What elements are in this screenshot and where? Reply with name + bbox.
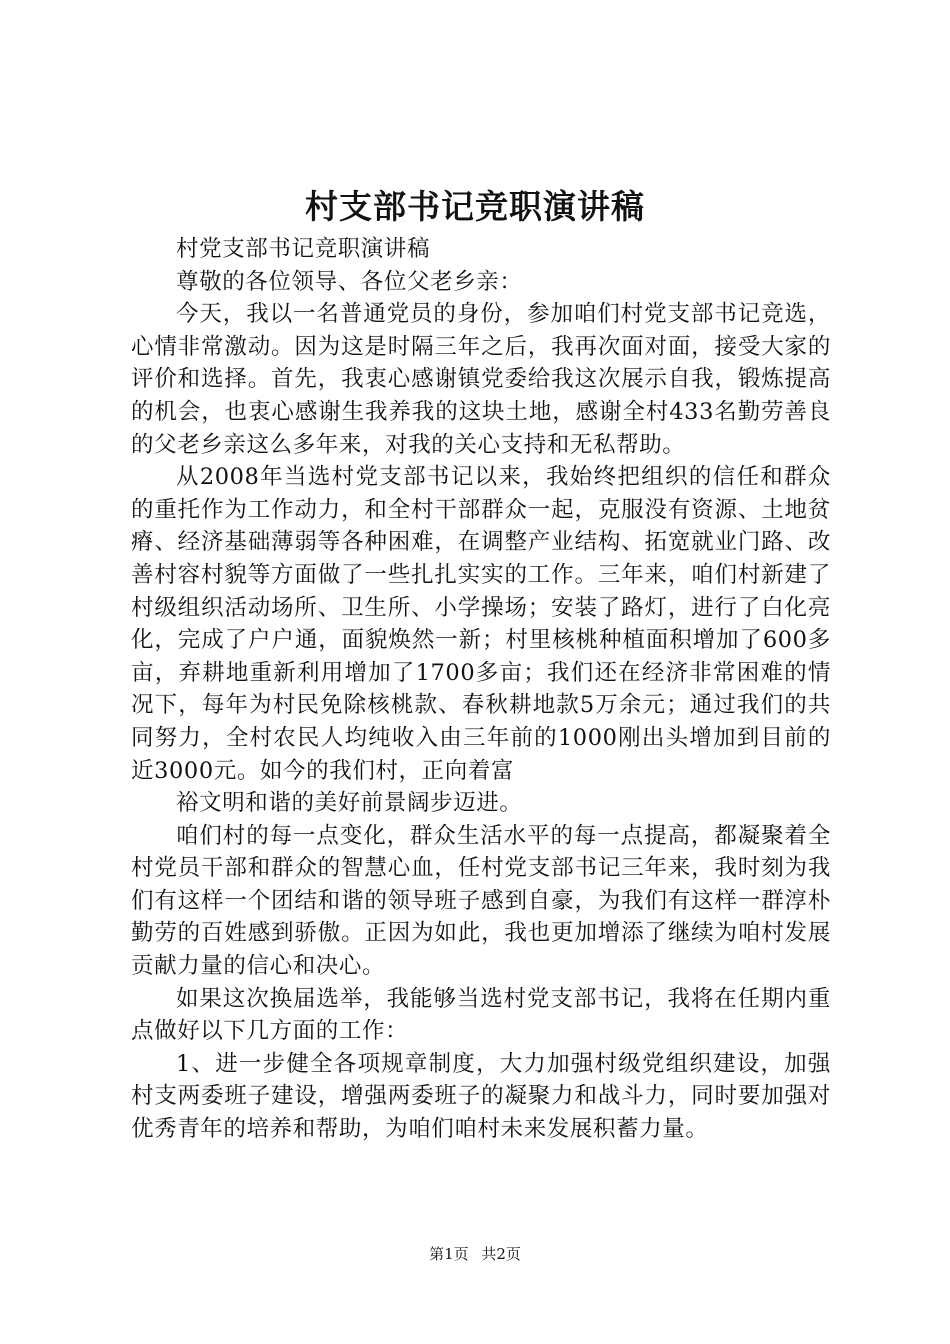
page-footer [0,1243,950,1265]
paragraph-continuation: 裕文明和谐的美好前景阔步迈进。 [176,790,523,817]
paragraph-plan-intro: 如果这次换届选举，我能够当选村党支部书记，我将在任期内重点做好以下几方面的工作： [131,985,831,1045]
paragraph-subtitle: 村党支部书记竞职演讲稿 [176,236,431,262]
page-number: 第1页 [429,1245,469,1263]
paragraph-salutation: 尊敬的各位领导、各位父老乡亲： [176,268,523,295]
paragraph-opening: 今天，我以一名普通党员的身份，参加咱们村党支部书记竞选，心情非常激动。因为这是时隔三年之后，我再次面对面，接受大家的评价和选择。首先，我衷心感谢镇党委给我这次展示自我，锻炼提高的机会，也衷心感谢生我养我的这块土地，感谢全村433名勤劳善良的父老乡亲这么多年来，对我的关心支持和无私帮助。 [131,301,831,458]
paragraph-achievements: 从2008年当选村党支部书记以来，我始终把组织的信任和群众的重托作为工作动力，和全村干部群众一起，克服没有资源、土地贫瘠、经济基础薄弱等各种困难，在调整产业结构、拓宽就业门路、改善村容村貌等方面做了一些扎扎实实的工作。三年来，咱们村新建了村级组织活动场所、卫生所、小学操场；安装了路灯，进行了白化亮化，完成了户户通，面貌焕然一新；村里核桃种植面积增加了600多亩，弃耕地重新利用增加了1700多亩；我们还在经济非常困难的情况下，每年为村民免除核桃款、春秋耕地款5万余元；通过我们的共同努力，全村农民人均纯收入由三年前的1000刚出头增加到目前的近3000元。如今的我们村，正向着富 [131,464,831,784]
page-total: 共2页 [481,1245,521,1263]
paragraph-plan-item-1: 1、进一步健全各项规章制度，大力加强村级党组织建设，加强村支两委班子建设，增强两委班子的凝聚力和战斗力，同时要加强对优秀青年的培养和帮助，为咱们咱村未来发展积蓄力量。 [131,1050,831,1143]
document-body [131,233,831,1146]
paragraph-reflection: 咱们村的每一点变化，群众生活水平的每一点提高，都凝聚着全村党员干部和群众的智慧心血，任村党支部书记三年来，我时刻为我们有这样一个团结和谐的领导班子感到自豪，为我们有这样一群淳朴勤劳的百姓感到骄傲。正因为如此，我也更加增添了继续为咱村发展贡献力量的信心和决心。 [131,822,831,980]
document-title: 村支部书记竞职演讲稿 [305,187,645,226]
